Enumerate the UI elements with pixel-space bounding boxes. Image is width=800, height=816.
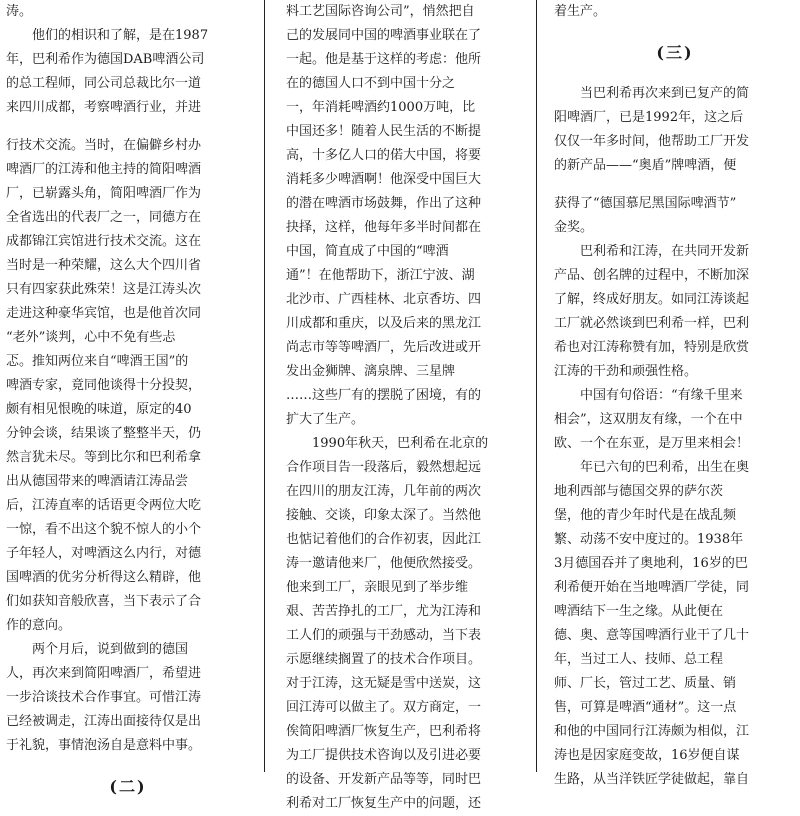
text-line: 只有四家获此殊荣！这是江涛头次: [6, 282, 202, 297]
text-line: 己的发展同中国的啤酒事业联在了: [286, 28, 482, 43]
text-line: 在的德国人口不到中国十分之: [286, 76, 456, 91]
text-line: 他来到工厂，亲眼见到了举步维: [286, 580, 469, 595]
text-line: 已经被调走，江涛出面接待仅是出: [6, 714, 202, 729]
text-line: 接触、交谈，印象太深了。当然他: [286, 508, 482, 523]
section-heading: (二): [109, 777, 147, 796]
text-line: 示愿继续搁置了的技术合作项目。: [286, 652, 482, 667]
column-divider-left: [264, 0, 265, 772]
text-line: 利希便开始在当地啤酒厂学徒，同: [554, 580, 750, 595]
text-line: 繁、动荡不安中度过的。1938年: [554, 532, 744, 547]
text-line: 了解，终成好朋友。如同江涛谈起: [554, 292, 750, 307]
text-line: 川成都和重庆，以及后来的黑龙江: [286, 316, 482, 331]
text-line: 后，江涛直率的话语更令两位大吃: [6, 498, 202, 513]
text-line: 的新产品——“奥盾”牌啤酒，便: [554, 158, 737, 173]
text-line: 着生产。: [554, 4, 607, 19]
text-line: 为工厂提供技术咨询以及引进必要: [286, 748, 482, 763]
text-line: 中国，简直成了中国的“啤酒: [286, 244, 449, 259]
text-line: 全省选出的代表厂之一，同德方在: [6, 210, 202, 225]
text-line: 两个月后，说到做到的德国: [32, 642, 189, 657]
text-line: 颇有相见恨晚的味道，原定的40: [6, 402, 192, 417]
text-line: 分钟会谈，结果谈了整整半天，仍: [6, 426, 202, 441]
text-line: 地利西部与德国交界的萨尔茨: [554, 484, 724, 499]
text-line: 出从德国带来的啤酒请江涛品尝: [6, 474, 189, 489]
text-line: 回江涛可以做主了。双方商定，一: [286, 700, 482, 715]
text-line: 阳啤酒厂，已是1992年，这之后: [554, 110, 744, 125]
text-line: 一起。他是基于这样的考虑：他所: [286, 52, 482, 67]
text-line: 然言犹未尽。等到比尔和巴利希拿: [6, 450, 202, 465]
text-line: 年已六旬的巴利希，出生在奥: [580, 460, 750, 475]
text-line: 厂，已崭露头角，简阳啤酒厂作为: [6, 186, 202, 201]
text-line: 当时是一种荣耀，这么大个四川省: [6, 258, 202, 273]
text-line: 忑。推知两位来自“啤酒王国”的: [6, 354, 189, 369]
text-line: 一，年消耗啤酒约1000万吨，比: [286, 100, 476, 115]
text-line: 人，再次来到简阳啤酒厂，希望进: [6, 666, 202, 681]
text-line: 一惊，看不出这个貌不惊人的小个: [6, 522, 202, 537]
text-line: 尚志市等等啤酒厂，先后改进或开: [286, 340, 482, 355]
text-line: 德、奥、意等国啤酒行业干了几十: [554, 628, 750, 643]
text-line: 的设备、开发新产品等等，同时巴: [286, 772, 482, 787]
column-divider-right: [536, 0, 537, 772]
text-line: 售，可算是啤酒“通材”。这一点: [554, 700, 737, 715]
text-line: 啤酒结下一生之缘。从此便在: [554, 604, 724, 619]
text-line: 合作项目告一段落后，毅然想起远: [286, 460, 482, 475]
text-line: 啤酒厂的江涛和他主持的简阳啤酒: [6, 162, 202, 177]
text-line: 国啤酒的优劣分析得这么精辟，他: [6, 570, 202, 585]
text-line: 作的意向。: [6, 618, 72, 633]
text-line: 工厂就必然谈到巴利希一样，巴利: [554, 316, 750, 331]
text-line: 3月德国吞并了奥地利，16岁的巴: [554, 556, 748, 571]
text-line: 年，当过工人、技师、总工程: [554, 652, 724, 667]
text-line: 欧、一个在东亚，是万里来相会！: [554, 436, 750, 451]
text-line: 子年轻人，对啤酒这么内行，对德: [6, 546, 202, 561]
section-gap: [554, 68, 796, 82]
text-line: 金奖。: [554, 220, 594, 235]
section-gap: [6, 758, 250, 772]
text-line: 生路，从当洋铁匠学徒做起，靠自: [554, 772, 750, 787]
text-line: 江涛的干劲和顽强性格。: [554, 364, 698, 379]
paragraph-gap: [554, 178, 796, 192]
text-line: 的总工程师，同公司总裁比尔一道: [6, 76, 202, 91]
text-line: 消耗多少啤酒啊！他深受中国巨大: [286, 172, 482, 187]
text-line: 仅仅一年多时间，他帮助工厂开发: [554, 134, 750, 149]
text-line: 在四川的朋友江涛，几年前的两次: [286, 484, 482, 499]
text-line: 1990年秋天，巴利希在北京的: [312, 436, 489, 451]
text-line: 走进这种豪华宾馆，也是他首次同: [6, 306, 202, 321]
text-line: 俟简阳啤酒厂恢复生产，巴利希将: [286, 724, 482, 739]
text-line: 料工艺国际咨询公司”，悄然把自: [286, 4, 475, 19]
text-line: 他们的相识和了解，是在1987: [32, 28, 209, 43]
text-line: 扩大了生产。: [286, 412, 365, 427]
text-line: 涛也是因家庭变故，16岁便自谋: [554, 748, 740, 763]
text-line: 也惦记着他们的合作初衷，因此江: [286, 532, 482, 547]
text-line: 啤酒专家，竟同他谈得十分投契，: [6, 378, 202, 393]
text-line: ……这些厂有的摆脱了困境，有的: [286, 388, 482, 403]
column-middle: [286, 0, 532, 811]
text-line: 来四川成都，考察啤酒行业，并进: [6, 100, 202, 115]
text-line: 利希对工厂恢复生产中的问题，还: [286, 796, 482, 811]
text-line: 和他的中国同行江涛颇为相似，江: [554, 724, 750, 739]
column-right: [554, 0, 796, 787]
text-line: 堡，他的青少年时代是在战乱频: [554, 508, 737, 523]
text-line: 通”！在他帮助下，浙江宁波、湖: [286, 268, 475, 283]
text-line: 发出金狮牌、漓泉牌、三星牌: [286, 364, 456, 379]
section-heading: (三): [656, 43, 694, 62]
text-line: 年，巴利希作为德国DAB啤酒公司: [6, 52, 205, 67]
text-line: 希也对江涛称赞有加，特别是欣赏: [554, 340, 750, 355]
text-line: 一步洽谈技术合作事宜。可惜江涛: [6, 690, 202, 705]
text-line: 成都锦江宾馆进行技术交流。这在: [6, 234, 202, 249]
text-line: 涛一邀请他来厂，他便欣然接受。: [286, 556, 482, 571]
text-line: 行技术交流。当时，在偏僻乡村办: [6, 138, 202, 153]
text-line: 对于江涛，这无疑是雪中送炭，这: [286, 676, 482, 691]
text-line: “老外”谈判，心中不免有些忐: [6, 330, 176, 345]
text-line: 中国有句俗语：“有缘千里来: [580, 388, 743, 403]
text-line: 工人们的顽强与干劲感动，当下表: [286, 628, 482, 643]
text-line: 艰、苦苦挣扎的工厂，尤为江涛和: [286, 604, 482, 619]
text-line: 相会”，这双朋友有缘，一个在中: [554, 412, 743, 427]
text-line: 于礼貌，事情泡汤自是意料中事。: [6, 738, 202, 753]
section-gap: [554, 24, 796, 38]
text-line: 师、厂长，管过工艺、质量、销: [554, 676, 737, 691]
text-line: 获得了“德国慕尼黑国际啤酒节”: [554, 196, 737, 211]
text-line: 抉择，这样，他每年多半时间都在: [286, 220, 482, 235]
text-line: 高，十多亿人口的偌大中国，将要: [286, 148, 482, 163]
text-line: 们如获知音般欣喜，当下表示了合: [6, 594, 202, 609]
text-line: 涛。: [6, 4, 33, 19]
text-line: 的潜在啤酒市场鼓舞，作出了这种: [286, 196, 482, 211]
text-line: 当巴利希再次来到已复产的简: [580, 86, 750, 101]
text-line: 中国还多！随着人民生活的不断提: [286, 124, 482, 139]
column-left: [6, 0, 250, 796]
text-line: 巴利希和江涛，在共同开发新: [580, 244, 750, 259]
paragraph-gap: [6, 120, 250, 134]
text-line: 产品、创名牌的过程中，不断加深: [554, 268, 750, 283]
text-line: 北沙市、广西桂林、北京香坊、四: [286, 292, 482, 307]
